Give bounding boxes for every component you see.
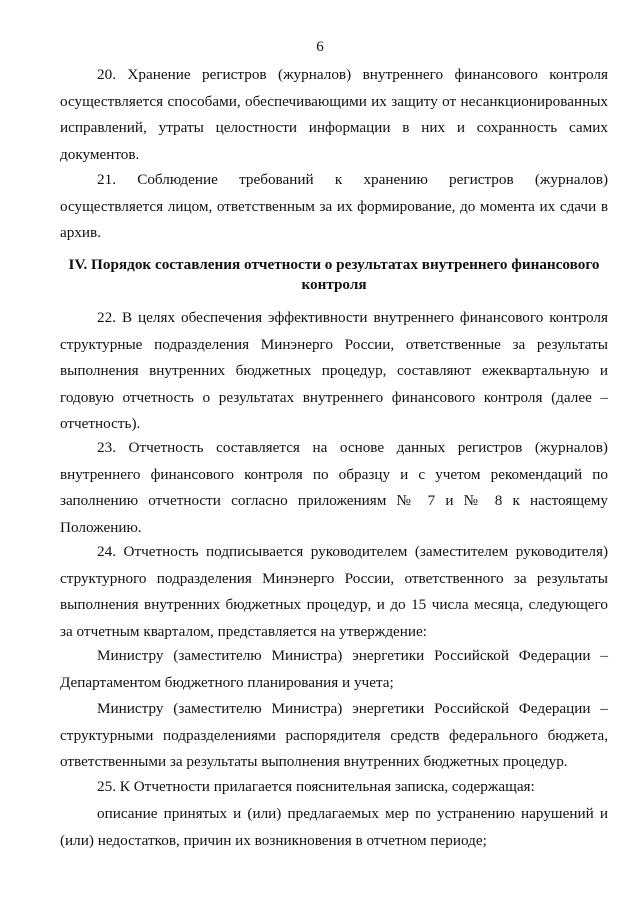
paragraph-24: 24. Отчетность подписывается руководителем (заместителем руководителя) структурного подразделения Минэнерго России, ответственного за результаты выполнения внутренних бюджетных процедур, и до 15 числа месяца, следующего за отчетным кварталом, представляется на утверждение: (60, 543, 608, 640)
paragraph-24-item-1: Министру (заместителю Министра) энергетики Российской Федерации – Департаментом бюджетного планирования и учета; (60, 647, 608, 691)
section-heading-iv: IV. Порядок составления отчетности о результатах внутреннего финансового контроля (68, 256, 600, 293)
paragraph-22: 22. В целях обеспечения эффективности внутреннего финансового контроля структурные подразделения Минэнерго России, ответственные за результаты выполнения внутренних бюджетных процедур, составляют ежеквартальную и годовую отчетность о результатах внутреннего финансового контроля (далее – отчетность). (60, 309, 608, 432)
paragraph-21: 21. Соблюдение требований к хранению регистров (журналов) осуществляется лицом, ответственным за их формирование, до момента их сдачи в архив. (60, 171, 608, 241)
paragraph-23: 23. Отчетность составляется на основе данных регистров (журналов) внутреннего финансового контроля по образцу и с учетом рекомендаций по заполнению отчетности согласно приложениям № 7 и № 8 к настоящему Положению. (60, 439, 608, 536)
paragraph-24-item-2: Министру (заместителю Министра) энергетики Российской Федерации – структурными подразделениями распорядителя средств федерального бюджета, ответственными за результаты выполнения внутренних бюджетных процедур. (60, 700, 608, 770)
paragraph-25: 25. К Отчетности прилагается пояснительная записка, содержащая: (97, 778, 535, 795)
paragraph-25-item-1: описание принятых и (или) предлагаемых мер по устранению нарушений и (или) недостатков, причин их возникновения в отчетном периоде; (60, 805, 608, 849)
page-number: 6 (316, 39, 324, 55)
paragraph-20: 20. Хранение регистров (журналов) внутреннего финансового контроля осуществляется способами, обеспечивающими их защиту от несанкционированных исправлений, утраты целостности информации в них и сохранность самих документов. (60, 66, 608, 163)
